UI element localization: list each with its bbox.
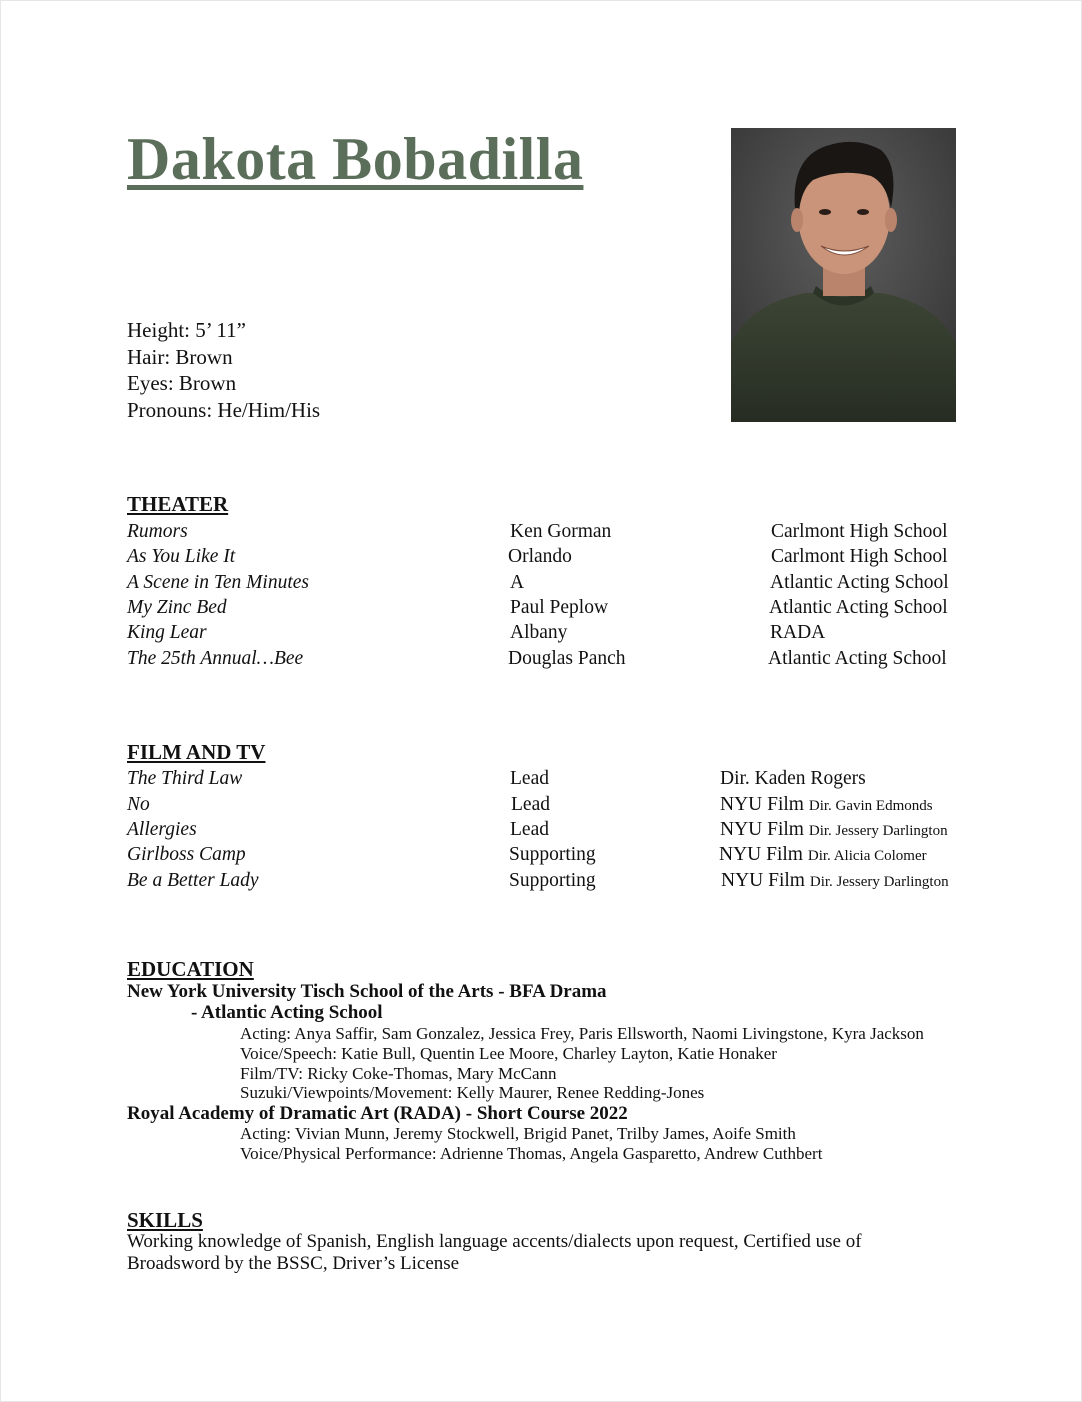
director: Dir. Jessery Darlington — [808, 823, 948, 839]
film-tv-heading: FILM AND TV — [127, 740, 266, 764]
film-row — [1, 844, 1081, 869]
studio: NYU Film — [720, 819, 804, 840]
venue: Carlmont High School — [771, 521, 948, 542]
theater-row — [1, 521, 1081, 546]
venue: Atlantic Acting School — [770, 572, 949, 593]
show-title: Rumors — [127, 521, 188, 542]
theater-row — [1, 572, 1081, 597]
director: Dir. Gavin Edmonds — [808, 798, 933, 814]
film-title: Girlboss Camp — [127, 844, 246, 865]
film-title: Be a Better Lady — [127, 870, 259, 891]
show-title: My Zinc Bed — [127, 597, 227, 618]
teacher-line: Suzuki/Viewpoints/Movement: Kelly Maurer, Renee Redding-Jones — [240, 1083, 705, 1102]
theater-heading: THEATER — [127, 492, 229, 516]
studio: NYU Film — [720, 794, 804, 815]
role: Ken Gorman — [510, 521, 612, 542]
studio-director — [719, 844, 927, 866]
venue: Carlmont High School — [771, 546, 948, 567]
teacher-line: Voice/Speech: Katie Bull, Quentin Lee Moore, Charley Layton, Katie Honaker — [240, 1044, 777, 1063]
studio: Dir. Kaden Rogers — [720, 768, 866, 789]
studio-director — [721, 870, 949, 892]
theater-row — [1, 546, 1081, 571]
theater-row — [1, 648, 1081, 673]
education-heading: EDUCATION — [127, 957, 254, 981]
film-row — [1, 794, 1081, 819]
venue: Atlantic Acting School — [768, 648, 947, 669]
theater-row — [1, 597, 1081, 622]
height-stat: Height: 5’ 11” — [127, 318, 246, 342]
role: Orlando — [508, 546, 572, 567]
pronouns-stat: Pronouns: He/Him/His — [127, 397, 321, 422]
film-title: The Third Law — [127, 768, 243, 789]
director: Dir. Jessery Darlington — [809, 874, 949, 890]
show-title: As You Like It — [127, 546, 236, 567]
venue: Atlantic Acting School — [769, 597, 948, 618]
skills-heading: SKILLS — [127, 1208, 203, 1232]
teacher-line: Voice/Physical Performance: Adrienne Thomas, Angela Gasparetto, Andrew Cuthbert — [240, 1144, 823, 1163]
studio: NYU Film — [719, 844, 803, 865]
hair-stat: Hair: Brown — [127, 344, 233, 369]
actor-name: Dakota Bobadilla — [127, 126, 584, 192]
director: Dir. Alicia Colomer — [807, 848, 927, 864]
teacher-line: Acting: Anya Saffir, Sam Gonzalez, Jessica Frey, Paris Ellsworth, Naomi Livingstone, Kyra Jackson — [240, 1024, 924, 1043]
film-title: Allergies — [127, 819, 197, 840]
eyes-stat: Eyes: Brown — [127, 371, 237, 395]
role: Douglas Panch — [508, 648, 626, 669]
headshot-illustration — [731, 128, 956, 422]
role: A — [510, 572, 525, 593]
film-row — [1, 819, 1081, 844]
role: Lead — [511, 794, 550, 815]
role: Lead — [510, 768, 549, 789]
role: Supporting — [509, 844, 596, 865]
theater-row — [1, 622, 1081, 647]
role: Albany — [510, 622, 568, 643]
school-atlantic: - Atlantic Acting School — [191, 1002, 383, 1023]
headshot-photo — [731, 128, 956, 422]
show-title: King Lear — [127, 622, 207, 643]
teacher-line: Acting: Vivian Munn, Jeremy Stockwell, Brigid Panet, Trilby James, Aoife Smith — [240, 1124, 796, 1143]
studio-director — [720, 794, 933, 816]
venue: RADA — [770, 622, 826, 643]
physical-stats — [127, 317, 320, 423]
school-nyu: New York University Tisch School of the Arts - BFA Drama — [127, 981, 607, 1002]
studio: NYU Film — [721, 870, 805, 891]
show-title: A Scene in Ten Minutes — [127, 572, 309, 593]
role: Lead — [510, 819, 549, 840]
film-row — [1, 768, 1081, 793]
show-title: The 25th Annual…Bee — [127, 648, 304, 669]
role: Supporting — [509, 870, 596, 891]
studio-director — [720, 819, 948, 841]
teacher-line: Film/TV: Ricky Coke-Thomas, Mary McCann — [240, 1064, 557, 1083]
role: Paul Peplow — [510, 597, 609, 618]
film-title: No — [127, 794, 150, 815]
film-row — [1, 870, 1081, 895]
skills-text: Working knowledge of Spanish, English language accents/dialects upon request, Certified use of Broadsword by the BSSC, Driver’s License — [127, 1231, 862, 1274]
school-rada: Royal Academy of Dramatic Art (RADA) - Short Course 2022 — [127, 1103, 628, 1124]
